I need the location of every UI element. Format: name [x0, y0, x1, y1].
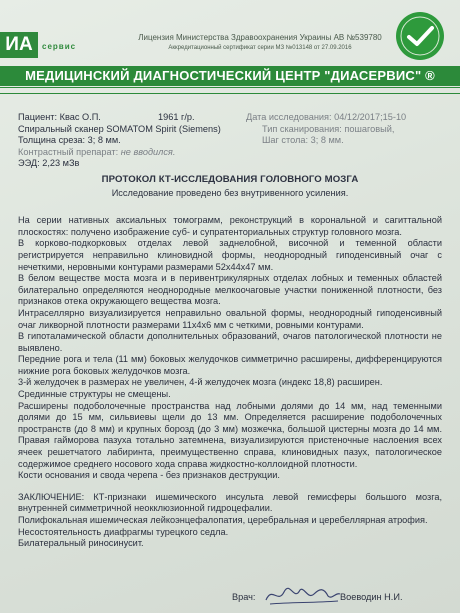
center-title-band [0, 66, 460, 90]
findings-paragraph: Интраселлярно визуализируется неправильно овальной формы, неоднородный гиподенсивный очаг ликворной плотности размерами 11х4х6 мм с четкими, ровными контурами. [18, 307, 442, 330]
license-line: Лицензия Министерства Здравоохранения Украины АВ №539780 [138, 33, 382, 42]
findings-paragraph: Кости основания и свода черепа - без признаков деструкции. [18, 470, 280, 481]
findings-paragraph: 3-й желудочек в размерах не увеличен, 4-й желудочек мозга (индекс 18,8) расширен. [18, 377, 383, 388]
conclusion-line: Билатеральный риносинусит. [18, 538, 144, 549]
letterhead [0, 0, 460, 104]
patient-birth: 1961 г/р. [158, 112, 195, 122]
conclusion-block [18, 492, 442, 550]
signature-block [232, 586, 442, 606]
title-band-rule [0, 87, 460, 94]
findings-paragraph: В гипоталамической области дополнительных образований, очагов патологической плотности не выявлено. [18, 331, 442, 353]
scanner-row [18, 124, 442, 136]
license-block [130, 33, 390, 53]
findings-paragraph: Срединные структуры не смещены. [18, 389, 171, 400]
quality-seal-icon [394, 10, 446, 62]
doctor-name: Воеводин Н.И. [340, 592, 403, 602]
signature-scribble-icon [262, 582, 342, 608]
contrast-value: не вводился. [120, 146, 176, 157]
slice-row [18, 135, 442, 147]
patient-row [18, 112, 442, 124]
findings-paragraph: В белом веществе моста мозга и в перивентрикулярных отделах лобных и теменных областей билатерально определяются неоднородные мелкоочаговые участки пониженной плотности, без признаков отека окружающего вещества мозга. [18, 273, 442, 307]
conclusion-line: ЗАКЛЮЧЕНИЕ: КТ-признаки ишемического инсульта левой гемисферы большого мозга, внутренней симметричной неокклюзионной гидроцефалии. [18, 491, 442, 514]
conclusion-line: Полифокальная ишемическая лейкоэнцефалопатия, церебральная и церебеллярная атрофия. [18, 515, 428, 525]
scan-type: Тип сканирования: пошаговый, [262, 123, 395, 134]
conclusion-line: Несостоятельность диафрагмы турецкого седла. [18, 526, 229, 537]
protocol-intro: Исследование проведено без внутривенного усиления. [111, 187, 349, 198]
protocol-title: ПРОТОКОЛ КТ-ИССЛЕДОВАНИЯ ГОЛОВНОГО МОЗГА [101, 173, 359, 185]
slice-thickness: Толщина среза: 3; 8 мм. [18, 135, 121, 146]
findings-paragraph: На серии нативных аксиальных томограмм, реконструкций в корональной и сагиттальной плоскостях: получено изображение суб- и супратенториальных структур головного мозга. [18, 215, 442, 237]
contrast-row [18, 147, 442, 159]
dose-row [18, 158, 442, 170]
patient-name: Пациент: Квас О.П. [18, 112, 101, 122]
signature-label: Врач: [232, 592, 256, 602]
scanner-model: Спиральный сканер SOMATOM Spirit (Siemens) [18, 123, 221, 134]
contrast-label: Контрастный препарат: [18, 146, 119, 157]
report-body [18, 112, 442, 550]
findings-paragraph: Расширены подоболочечные пространства над лобными долями до 14 мм, над теменными долями до 15 мм, сильвиевы щели до 13 мм. Определяется расширение подоболочечных пространств (до 8 мм) и крупных борозд (до 3 мм) мозжечка, большой цистерны мозга до 14 мм. Правая гайморова пазуха тотально затемнена, визуализируются пристеночные наслоения всех ячеек решетчатого лабиринта, преимущественно справа, клиновидных пазух, патологическое содержимое среднего носового хода справа жидкостно-коллоидной плотности. [18, 400, 442, 469]
accreditation-line: Аккредитационный сертификат серии МЗ №013148 от 27.09.2016 [168, 45, 352, 51]
findings-paragraph: В корково-подкорковых отделах левой заднелобной, височной и теменной области регистрируется неправильно клиновидной формы, неоднородный гиподенсивный очаг с нечеткими, неровными контурами размерами 52х44х47 мм. [18, 238, 442, 272]
exam-date: Дата исследования: 04/12/2017;15-10 [246, 112, 407, 122]
clinic-logo [0, 30, 120, 60]
logo-mark: ИА [0, 32, 38, 58]
effective-dose: ЭЭД: 2,23 мЗв [18, 158, 80, 169]
findings-paragraph: Передние рога и тела (11 мм) боковых желудочков симметрично расширены, дифференцируются нижние рога боковых желудочков мозга. [18, 354, 442, 376]
table-step: Шаг стола: 3; 8 мм. [262, 135, 344, 146]
center-title: МЕДИЦИНСКИЙ ДИАГНОСТИЧЕСКИЙ ЦЕНТР "ДИАСЕРВИС" ® [25, 68, 435, 83]
logo-subtext: сервис [42, 42, 77, 51]
